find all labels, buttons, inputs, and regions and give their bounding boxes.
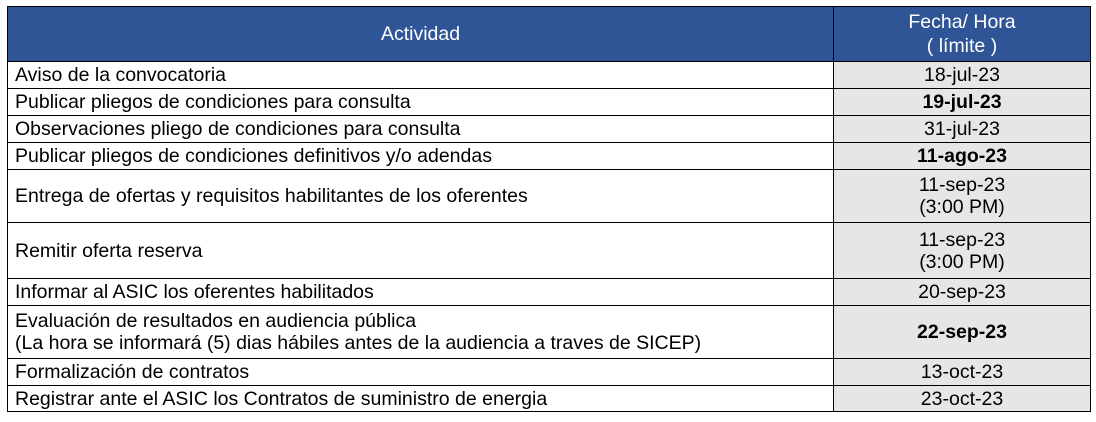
table-row — [8, 359, 1091, 386]
date-text: 11-sep-23 — [918, 228, 1006, 251]
table-row — [8, 116, 1091, 143]
table-row — [8, 279, 1091, 306]
date-cell — [834, 62, 1091, 89]
date-cell — [834, 170, 1091, 223]
date-cell — [834, 223, 1091, 279]
table-row — [8, 306, 1091, 359]
activity-text: Formalización de contratos — [15, 361, 250, 383]
date-text: 18-jul-23 — [924, 64, 1000, 86]
header-date-line2: ( límite ) — [926, 35, 998, 57]
date-cell — [834, 306, 1091, 359]
date-text: 13-oct-23 — [920, 361, 1004, 383]
activity-cell — [8, 359, 834, 386]
date-cell — [834, 89, 1091, 116]
date-text: 23-oct-23 — [920, 387, 1004, 410]
date-text: 22-sep-23 — [917, 321, 1007, 343]
table-row — [8, 143, 1091, 170]
table-row — [8, 62, 1091, 89]
date-text: 19-jul-23 — [922, 91, 1002, 113]
activity-text: Observaciones pliego de condiciones para consulta — [15, 118, 461, 140]
time-text: (3:00 PM) — [919, 196, 1005, 218]
activity-text: Remitir oferta reserva — [15, 239, 203, 262]
activity-text: Entrega de ofertas y requisitos habilitantes de los oferentes — [15, 185, 528, 207]
header-row — [8, 7, 1091, 62]
activity-text: Registrar ante el ASIC los Contratos de suministro de energia — [15, 387, 548, 410]
date-cell — [834, 143, 1091, 170]
date-text: 20-sep-23 — [918, 281, 1006, 303]
table-row — [8, 170, 1091, 223]
activity-cell — [8, 306, 834, 359]
activity-cell — [8, 143, 834, 170]
date-cell — [834, 116, 1091, 143]
date-cell — [834, 386, 1091, 412]
activity-cell — [8, 62, 834, 89]
header-date — [834, 7, 1091, 62]
date-cell — [834, 279, 1091, 306]
date-cell — [834, 359, 1091, 386]
activity-cell — [8, 116, 834, 143]
date-text: 11-ago-23 — [917, 145, 1007, 167]
header-date-line1: Fecha/ Hora — [908, 11, 1016, 33]
table-row — [8, 89, 1091, 116]
activity-cell — [8, 223, 834, 279]
activity-text: Aviso de la convocatoria — [15, 64, 227, 86]
activity-text: Evaluación de resultados en audiencia pública — [15, 310, 417, 332]
header-activity: Actividad — [8, 7, 834, 62]
date-text: 11-sep-23 — [918, 174, 1006, 196]
table-row — [8, 223, 1091, 279]
activity-cell — [8, 386, 834, 412]
date-text: 31-jul-23 — [924, 118, 1000, 140]
activity-cell — [8, 279, 834, 306]
activity-text: Informar al ASIC los oferentes habilitados — [15, 281, 374, 303]
schedule-table — [7, 6, 1091, 412]
activity-note: (La hora se informará (5) dias hábiles antes de la audiencia a traves de SICEP) — [15, 332, 702, 354]
activity-text: Publicar pliegos de condiciones definitivos y/o adendas — [15, 145, 492, 167]
table-row — [8, 386, 1091, 412]
activity-cell — [8, 89, 834, 116]
activity-cell — [8, 170, 834, 223]
time-text: (3:00 PM) — [919, 250, 1005, 273]
activity-text: Publicar pliegos de condiciones para consulta — [15, 91, 411, 113]
